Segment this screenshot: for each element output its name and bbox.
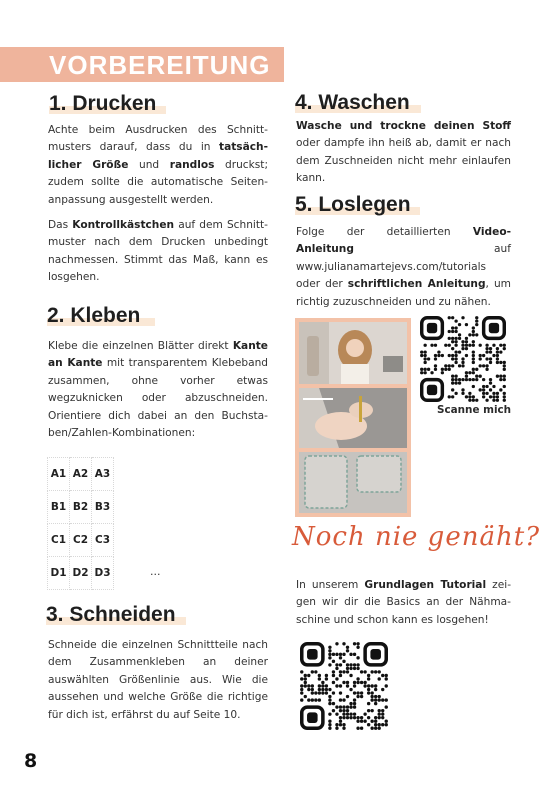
grid-cell: B1 <box>48 491 70 524</box>
grid-cell: C2 <box>70 524 92 557</box>
drucken-paragraph-2 <box>48 217 268 287</box>
grid-cell: D2 <box>70 557 92 590</box>
grid-cell: C1 <box>48 524 70 557</box>
script-heading: Noch nie genäht? <box>292 522 541 552</box>
pinning-photo <box>299 388 407 448</box>
text-run: tatsächlicher Größe <box>48 141 268 171</box>
qr-code-icon[interactable] <box>300 642 388 730</box>
grid-ellipsis: ... <box>150 565 161 578</box>
heading-kleben: 2. Kleben <box>47 304 141 327</box>
video-thumbnail-photo[interactable] <box>299 322 407 384</box>
kleben-paragraph <box>48 338 268 442</box>
text-run: auf www.julianamartejevs.com/tutorials oder der <box>296 243 511 291</box>
grid-cell: A3 <box>92 458 114 491</box>
text-run: druckst; zudem sollte die automatische Seitenanpassung ausgestellt werden. <box>48 158 269 206</box>
heading-waschen: 4. Waschen <box>295 91 410 114</box>
grid-cell: A2 <box>70 458 92 491</box>
text-run: In unserem <box>296 579 365 591</box>
heading-loslegen: 5. Loslegen <box>295 193 411 216</box>
grid-row <box>48 557 114 590</box>
text-run: Das <box>48 219 73 231</box>
grid-cell: C3 <box>92 524 114 557</box>
grid-row <box>48 458 114 491</box>
text-run: auf dem Schnittmuster nach dem Drucken unbedingt nachmessen. Stimmt das Maß, kann es losgehen. <box>48 219 268 284</box>
heading-schneiden: 3. Schneiden <box>46 603 176 626</box>
loslegen-paragraph <box>296 224 511 311</box>
drucken-paragraph-1 <box>48 122 268 209</box>
heading-drucken: 1. Drucken <box>49 92 157 115</box>
waschen-paragraph <box>296 118 511 188</box>
text-run: zeigen wir dir die Basics an der Nähmaschine und schon kann es losgehen! <box>296 579 512 626</box>
text-run: Wasche und trockne deinen Stoff <box>296 120 511 132</box>
text-run: mit transparentem Klebeband zusammen, ohne vorher etwas wegzuknicken oder abzuschneiden. Orientiere dich dabei an den Buchstaben/Zahlen-Kombinationen: <box>48 357 269 440</box>
text-run: Klebe die einzelnen Blätter direkt <box>48 340 233 352</box>
text-run: oder dampfe ihn heiß ab, damit er nach dem Zuschneiden nicht mehr einlaufen kann. <box>296 137 511 185</box>
text-run: Grundlagen Tutorial <box>364 579 487 591</box>
grid-row <box>48 491 114 524</box>
fabric-pieces-photo <box>299 452 407 513</box>
noch-paragraph <box>296 577 511 629</box>
text-run: schriftlichen Anleitung <box>347 278 486 291</box>
text-run: Kante an Kante <box>48 340 268 370</box>
page-combination-grid <box>47 457 114 590</box>
text-run: Schneide die einzelnen Schnittteile nach dem Zusammenkleben an deiner auswählten Größenlinie aus. Wie die aussehen und welche Größe die richtige für dich ist, erfährst du auf Seite 10. <box>48 639 268 721</box>
text-run: Achte beim Ausdrucken des Schnittmusters darauf, dass du in <box>48 124 268 154</box>
grid-cell: B2 <box>70 491 92 524</box>
qr-code-icon[interactable] <box>420 316 506 402</box>
text-run: Folge der detaillierten <box>296 226 473 238</box>
grid-row <box>48 524 114 557</box>
grid-cell: B3 <box>92 491 114 524</box>
page-number: 8 <box>24 750 38 772</box>
photo-collage <box>295 318 411 517</box>
grid-cell: D3 <box>92 557 114 590</box>
schneiden-paragraph <box>48 637 268 724</box>
scan-me-label: Scanne mich <box>437 404 512 416</box>
text-run: und <box>128 158 170 171</box>
banner-title: VORBEREITUNG <box>49 50 271 80</box>
grid-cell: D1 <box>48 557 70 590</box>
text-run: Kontrollkästchen <box>72 219 175 231</box>
grid-cell: A1 <box>48 458 70 491</box>
text-run: , um richtig zuzuschneiden und zu nähen. <box>296 278 511 308</box>
text-run: randlos <box>169 158 215 171</box>
text-run: Video-Anleitung <box>296 226 511 256</box>
